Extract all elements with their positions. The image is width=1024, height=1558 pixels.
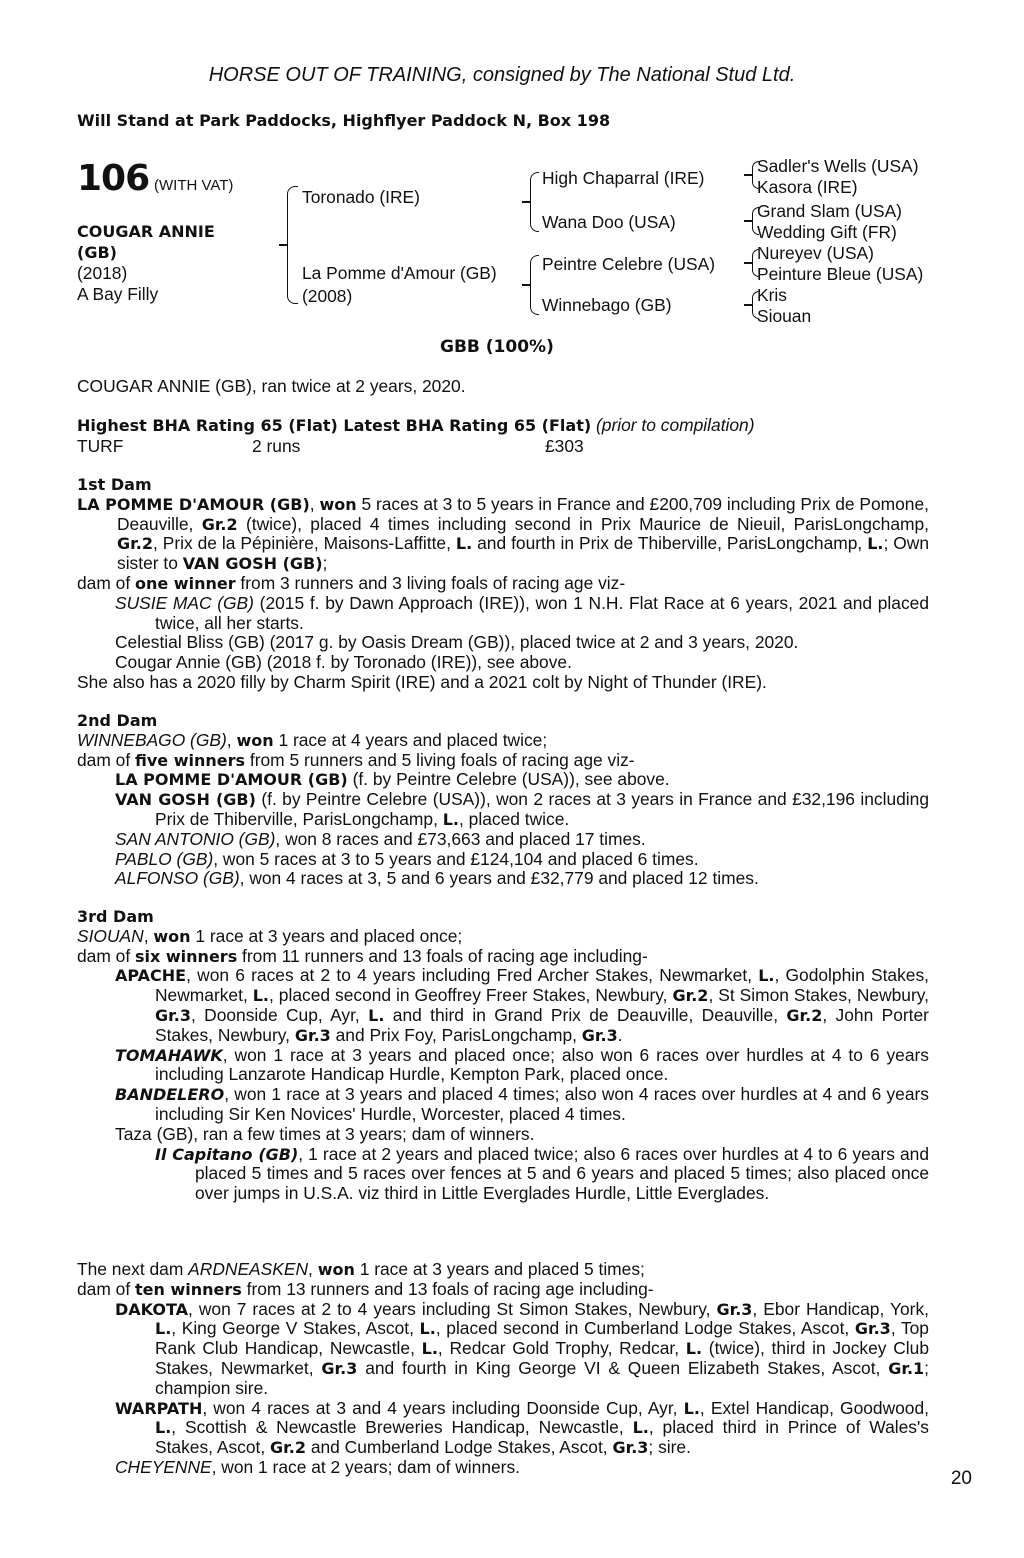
produce-san-antonio — [77, 830, 929, 850]
produce-name: DAKOTA — [115, 1299, 188, 1319]
text: , won 7 races at 2 to 4 years including St Simon Stakes, Newbury, — [188, 1298, 717, 1319]
produce-name: APACHE — [115, 966, 187, 986]
pedigree-dss: Nureyev (USA) — [757, 243, 874, 263]
horse-name: COUGAR ANNIE — [77, 222, 215, 241]
text: , placed twice. — [459, 808, 570, 829]
text: , Extel Handicap, Goodwood, — [699, 1397, 929, 1418]
text: dam of — [77, 1278, 135, 1299]
text: 5 races at 3 to 5 years in France and £200,709 including Prix de Pomone, Deauville, — [117, 493, 929, 534]
pedigree-sdd: Wedding Gift (FR) — [757, 222, 897, 242]
text: from 11 runners and 13 foals of racing age including- — [237, 945, 648, 966]
text: dam of — [77, 945, 135, 966]
stand-location: Will Stand at Park Paddocks, Highflyer Paddock N, Box 198 — [77, 111, 611, 130]
winners-count: five winners — [135, 750, 246, 770]
pedigree-dds: Kris — [757, 285, 787, 305]
text: , placed third in Prince of Wales's Stakes, Ascot, — [155, 1417, 929, 1458]
produce-il-capitano — [77, 1145, 929, 1204]
second-dam-section — [77, 711, 929, 889]
pedigree-brace-dam — [530, 255, 539, 315]
winners-count: one winner — [135, 573, 236, 593]
won-label: won — [317, 1260, 355, 1279]
pedigree-brace-sire — [530, 172, 539, 232]
grade-label: Gr.3 — [155, 1005, 191, 1025]
grade-label: Gr.2 — [786, 1005, 823, 1025]
text: , Doonside Cup, Ayr, — [190, 1004, 369, 1025]
listed-label: L. — [455, 534, 473, 554]
listed-label: L. — [155, 1319, 172, 1339]
text: , won 4 races at 3, 5 and 6 years and £32,779 and placed 12 times. — [239, 868, 759, 889]
grade-label: Gr.1 — [888, 1358, 925, 1378]
pedigree-sire-sire: High Chaparral (IRE) — [542, 168, 705, 188]
horse-country: (GB) — [77, 243, 117, 262]
text: and Cumberland Lodge Stakes, Ascot, — [305, 1437, 613, 1458]
pedigree-dam-sire: Peintre Celebre (USA) — [542, 254, 716, 274]
first-dam-name: LA POMME D'AMOUR (GB) — [77, 494, 310, 514]
bha-rating-line — [77, 415, 755, 436]
produce-taza: Taza (GB), ran a few times at 3 years; dam of winners. — [115, 1123, 535, 1144]
listed-label: L. — [683, 1398, 700, 1418]
second-dam-produce-summary — [77, 751, 929, 771]
produce-la-pomme — [77, 770, 929, 790]
first-dam-produce-summary — [77, 574, 929, 594]
text: , Ebor Handicap, York, — [752, 1298, 929, 1319]
produce-name: SAN ANTONIO (GB) — [115, 828, 276, 849]
next-dam-name: ARDNEASKEN — [188, 1259, 309, 1279]
text: ; — [322, 553, 328, 574]
listed-label: L. — [685, 1339, 703, 1359]
pedigree-sire-dam: Wana Doo (USA) — [542, 212, 676, 232]
grade-label: Gr.3 — [716, 1299, 753, 1319]
race-summary: COUGAR ANNIE (GB), ran twice at 2 years, 2020. — [77, 376, 466, 396]
text: , Redcar Gold Trophy, Redcar, — [437, 1338, 686, 1359]
text: and third in Grand Prix de Deauville, Deauville, — [384, 1004, 787, 1025]
vat-note: (WITH VAT) — [154, 177, 234, 194]
text: , Godolphin Stakes, Newmarket, — [155, 965, 929, 1006]
pedigree-dam-year: (2008) — [302, 286, 353, 306]
text: , won 1 race at 2 years; dam of winners. — [211, 1456, 520, 1477]
third-dam-section — [77, 907, 929, 1204]
text: , won 4 races at 3 and 4 years including Doonside Cup, Ayr, — [202, 1397, 684, 1418]
produce-pablo — [77, 850, 929, 870]
listed-label: L. — [867, 534, 884, 554]
text: , won 5 races at 3 to 5 years and £124,104 and placed 6 times. — [213, 848, 699, 869]
produce-name: Il Capitano (GB) — [155, 1144, 299, 1164]
produce-warpath — [77, 1399, 929, 1458]
produce-name: LA POMME D'AMOUR (GB) — [115, 770, 348, 790]
text: from 3 runners and 3 living foals of racing age viz- — [235, 572, 626, 593]
pedigree-sds: Grand Slam (USA) — [757, 201, 902, 221]
winners-count: ten winners — [135, 1279, 242, 1299]
produce-alfonso — [77, 869, 929, 889]
next-dam-record — [77, 1260, 929, 1280]
text: and Prix Foy, ParisLongchamp, — [330, 1024, 582, 1045]
second-dam-heading: 2nd Dam — [77, 711, 158, 730]
third-dam-record: SIOUAN, won 1 race at 3 years and placed once; — [77, 925, 463, 946]
text: 1 race at 3 years and placed 5 times; — [354, 1259, 645, 1279]
won-label: won — [153, 926, 191, 946]
produce-name: SUSIE MAC (GB) — [115, 592, 254, 613]
produce-name: BANDELERO — [115, 1085, 225, 1105]
text: , won 8 races and £73,663 and placed 17 times. — [275, 828, 646, 849]
text: , won 6 races at 2 to 4 years including Fred Archer Stakes, Newmarket, — [186, 965, 759, 986]
text: 1 race at 3 years and placed once; — [190, 925, 463, 946]
listed-label: L. — [155, 1418, 172, 1438]
text: (twice), third in Jockey Club Stakes, Newmarket, — [155, 1338, 929, 1378]
produce-bandelero — [77, 1085, 929, 1125]
grade-label: Gr.2 — [201, 514, 238, 534]
pedigree-dsd: Peinture Bleue (USA) — [757, 264, 924, 284]
won-label: won — [236, 730, 274, 750]
horse-year: (2018) — [77, 263, 128, 283]
first-dam-record: LA POMME D'AMOUR (GB), won 5 races at 3 to 5 years in France and £200,709 including Prix de Pomone, Deauville, Gr.2 (twice), placed 4 times including second in Prix Maurice de Nieuil, ParisLongchamp, Gr.2, Prix de la Pépinière, Maisons-Laffitte, L. and fourth in Prix de Thiberville, ParisLongchamp, L.; Own sister to VAN GOSH (GB); — [77, 493, 930, 574]
produce-dakota — [77, 1300, 929, 1399]
produce-van-gosh — [77, 790, 929, 830]
text: (f. by Peintre Celebre (USA)), see above. — [347, 769, 670, 790]
text: , Scottish & Newcastle Breweries Handicap, Newcastle, — [171, 1417, 633, 1438]
text: ; Own sister to — [117, 533, 930, 574]
listed-label: L. — [419, 1319, 436, 1339]
produce-cougar-annie: Cougar Annie (GB) (2018 f. by Toronado (IRE)), see above. — [115, 652, 572, 673]
bha-rating-note: (prior to compilation) — [596, 415, 755, 435]
pedigree-sss: Sadler's Wells (USA) — [757, 156, 919, 176]
text: , St Simon Stakes, Newbury, — [708, 985, 929, 1006]
second-dam-name: WINNEBAGO (GB) — [77, 729, 227, 750]
grade-label: Gr.3 — [321, 1358, 358, 1378]
listed-label: L. — [442, 809, 460, 829]
text: (f. by Peintre Celebre (USA)), won 2 races at 3 years in France and £32,196 including Prix de Thiberville, ParisLongchamp, — [155, 789, 929, 829]
gbb-rating: GBB (100%) — [440, 337, 554, 357]
lot-number-block — [77, 158, 233, 199]
produce-name: TOMAHAWK — [115, 1045, 223, 1065]
second-dam-record: WINNEBAGO (GB), won 1 race at 4 years and placed twice; — [77, 729, 548, 750]
first-dam-also: She also has a 2020 filly by Charm Spirit (IRE) and a 2021 colt by Night of Thunder (IRE). — [77, 671, 767, 692]
turf-runs: 2 runs — [252, 436, 301, 456]
text: 1 race at 4 years and placed twice; — [273, 729, 548, 750]
text: dam of — [77, 749, 135, 770]
first-dam-section — [77, 475, 929, 693]
text: dam of — [77, 572, 135, 593]
grade-label: Gr.3 — [294, 1025, 331, 1045]
produce-susie-mac — [77, 594, 929, 634]
listed-label: L. — [758, 966, 775, 986]
pedigree-sire: Toronado (IRE) — [302, 187, 420, 207]
listed-label: L. — [252, 986, 270, 1006]
produce-celestial-bliss: Celestial Bliss (GB) (2017 g. by Oasis Dream (GB)), placed twice at 2 and 3 years, 2020. — [115, 632, 799, 653]
text: , won 1 race at 3 years and placed 4 times; also won 4 races over hurdles at 4 and 6 years including Sir Ken Novices' Hurdle, Worcester, placed 4 times. — [155, 1084, 929, 1124]
third-dam-name: SIOUAN — [77, 925, 144, 946]
text: , placed second in Cumberland Lodge Stakes, Ascot, — [435, 1318, 855, 1339]
grade-label: Gr.2 — [270, 1438, 306, 1458]
text: , won 1 race at 3 years and placed once; also won 6 races over hurdles at 4 to 6 years including Lanzarote Handicap Hurdle, Kempton Park, placed once. — [155, 1044, 929, 1085]
text: , John Porter Stakes, Newbury, — [155, 1004, 929, 1045]
turf-label: TURF — [77, 436, 124, 456]
first-dam-heading: 1st Dam — [77, 475, 152, 494]
text: , King George V Stakes, Ascot, — [171, 1318, 420, 1339]
grade-label: Gr.3 — [854, 1319, 891, 1339]
text: , placed second in Geoffrey Freer Stakes, Newbury, — [269, 985, 673, 1006]
pedigree-dam-dam: Winnebago (GB) — [542, 295, 672, 315]
turf-earnings: £303 — [545, 436, 584, 456]
text: The next dam — [77, 1259, 189, 1279]
produce-cheyenne — [77, 1458, 929, 1478]
pedigree-ssd: Kasora (IRE) — [757, 177, 858, 197]
sister-name: VAN GOSH (GB) — [182, 554, 323, 574]
text: from 5 runners and 5 living foals of racing age viz- — [245, 749, 635, 770]
text: ; champion sire. — [155, 1357, 929, 1398]
produce-name: ALFONSO (GB) — [115, 868, 240, 889]
text: ; sire. — [648, 1437, 691, 1458]
text: , 1 race at 2 years and placed twice; also 6 races over hurdles at 4 to 6 years and placed 5 times and 5 races over fences at 5 and 6 years and placed 5 times; also placed once over jumps in U.S.A. viz third in Little Everglades Hurdle, Little Everglades. — [195, 1143, 929, 1204]
text: , Top Rank Club Handicap, Newcastle, — [155, 1318, 929, 1359]
listed-label: L. — [632, 1418, 649, 1438]
produce-name: VAN GOSH (GB) — [115, 790, 256, 810]
pedigree-dam: La Pomme d'Amour (GB) — [302, 263, 497, 283]
listed-label: L. — [368, 1005, 385, 1025]
pedigree-ddd: Siouan — [757, 306, 812, 326]
text: from 13 runners and 13 foals of racing age including- — [241, 1278, 654, 1299]
grade-label: Gr.2 — [117, 534, 153, 554]
grade-label: Gr.2 — [672, 986, 709, 1006]
produce-tomahawk — [77, 1046, 929, 1086]
produce-name: WARPATH — [115, 1398, 203, 1418]
listed-label: L. — [421, 1339, 438, 1359]
grade-label: Gr.3 — [612, 1438, 649, 1458]
produce-name: PABLO (GB) — [115, 848, 214, 869]
text: and fourth in Prix de Thiberville, ParisLongchamp, — [472, 533, 868, 554]
next-dam-produce-summary — [77, 1280, 929, 1300]
text: , — [308, 1259, 318, 1279]
text: and fourth in King George VI & Queen Elizabeth Stakes, Ascot, — [357, 1357, 889, 1378]
horse-description: A Bay Filly — [77, 284, 159, 304]
text: . — [617, 1024, 623, 1045]
text: (twice), placed 4 times including second in Prix Maurice de Nieuil, ParisLongchamp, — [237, 513, 929, 534]
page-number: 20 — [950, 1468, 972, 1489]
third-dam-produce-summary — [77, 947, 929, 967]
produce-name: CHEYENNE — [115, 1456, 212, 1477]
text: (2015 f. by Dawn Approach (IRE)), won 1 N.H. Flat Race at 6 years, 2021 and placed twice, all her starts. — [155, 592, 929, 633]
bha-rating: Highest BHA Rating 65 (Flat) Latest BHA Rating 65 (Flat) — [77, 416, 592, 435]
text: , Prix de la Pépinière, Maisons-Laffitte, — [152, 533, 456, 554]
produce-apache — [77, 966, 929, 1045]
third-dam-heading: 3rd Dam — [77, 907, 154, 926]
winners-count: six winners — [135, 946, 238, 966]
page-header-title: HORSE OUT OF TRAINING, consigned by The National Stud Ltd. — [208, 64, 796, 86]
lot-number: 106 — [77, 158, 150, 199]
next-dam-section — [77, 1260, 929, 1478]
won-label: won — [319, 494, 357, 514]
grade-label: Gr.3 — [581, 1025, 618, 1045]
pedigree-brace-gen1 — [287, 186, 298, 304]
